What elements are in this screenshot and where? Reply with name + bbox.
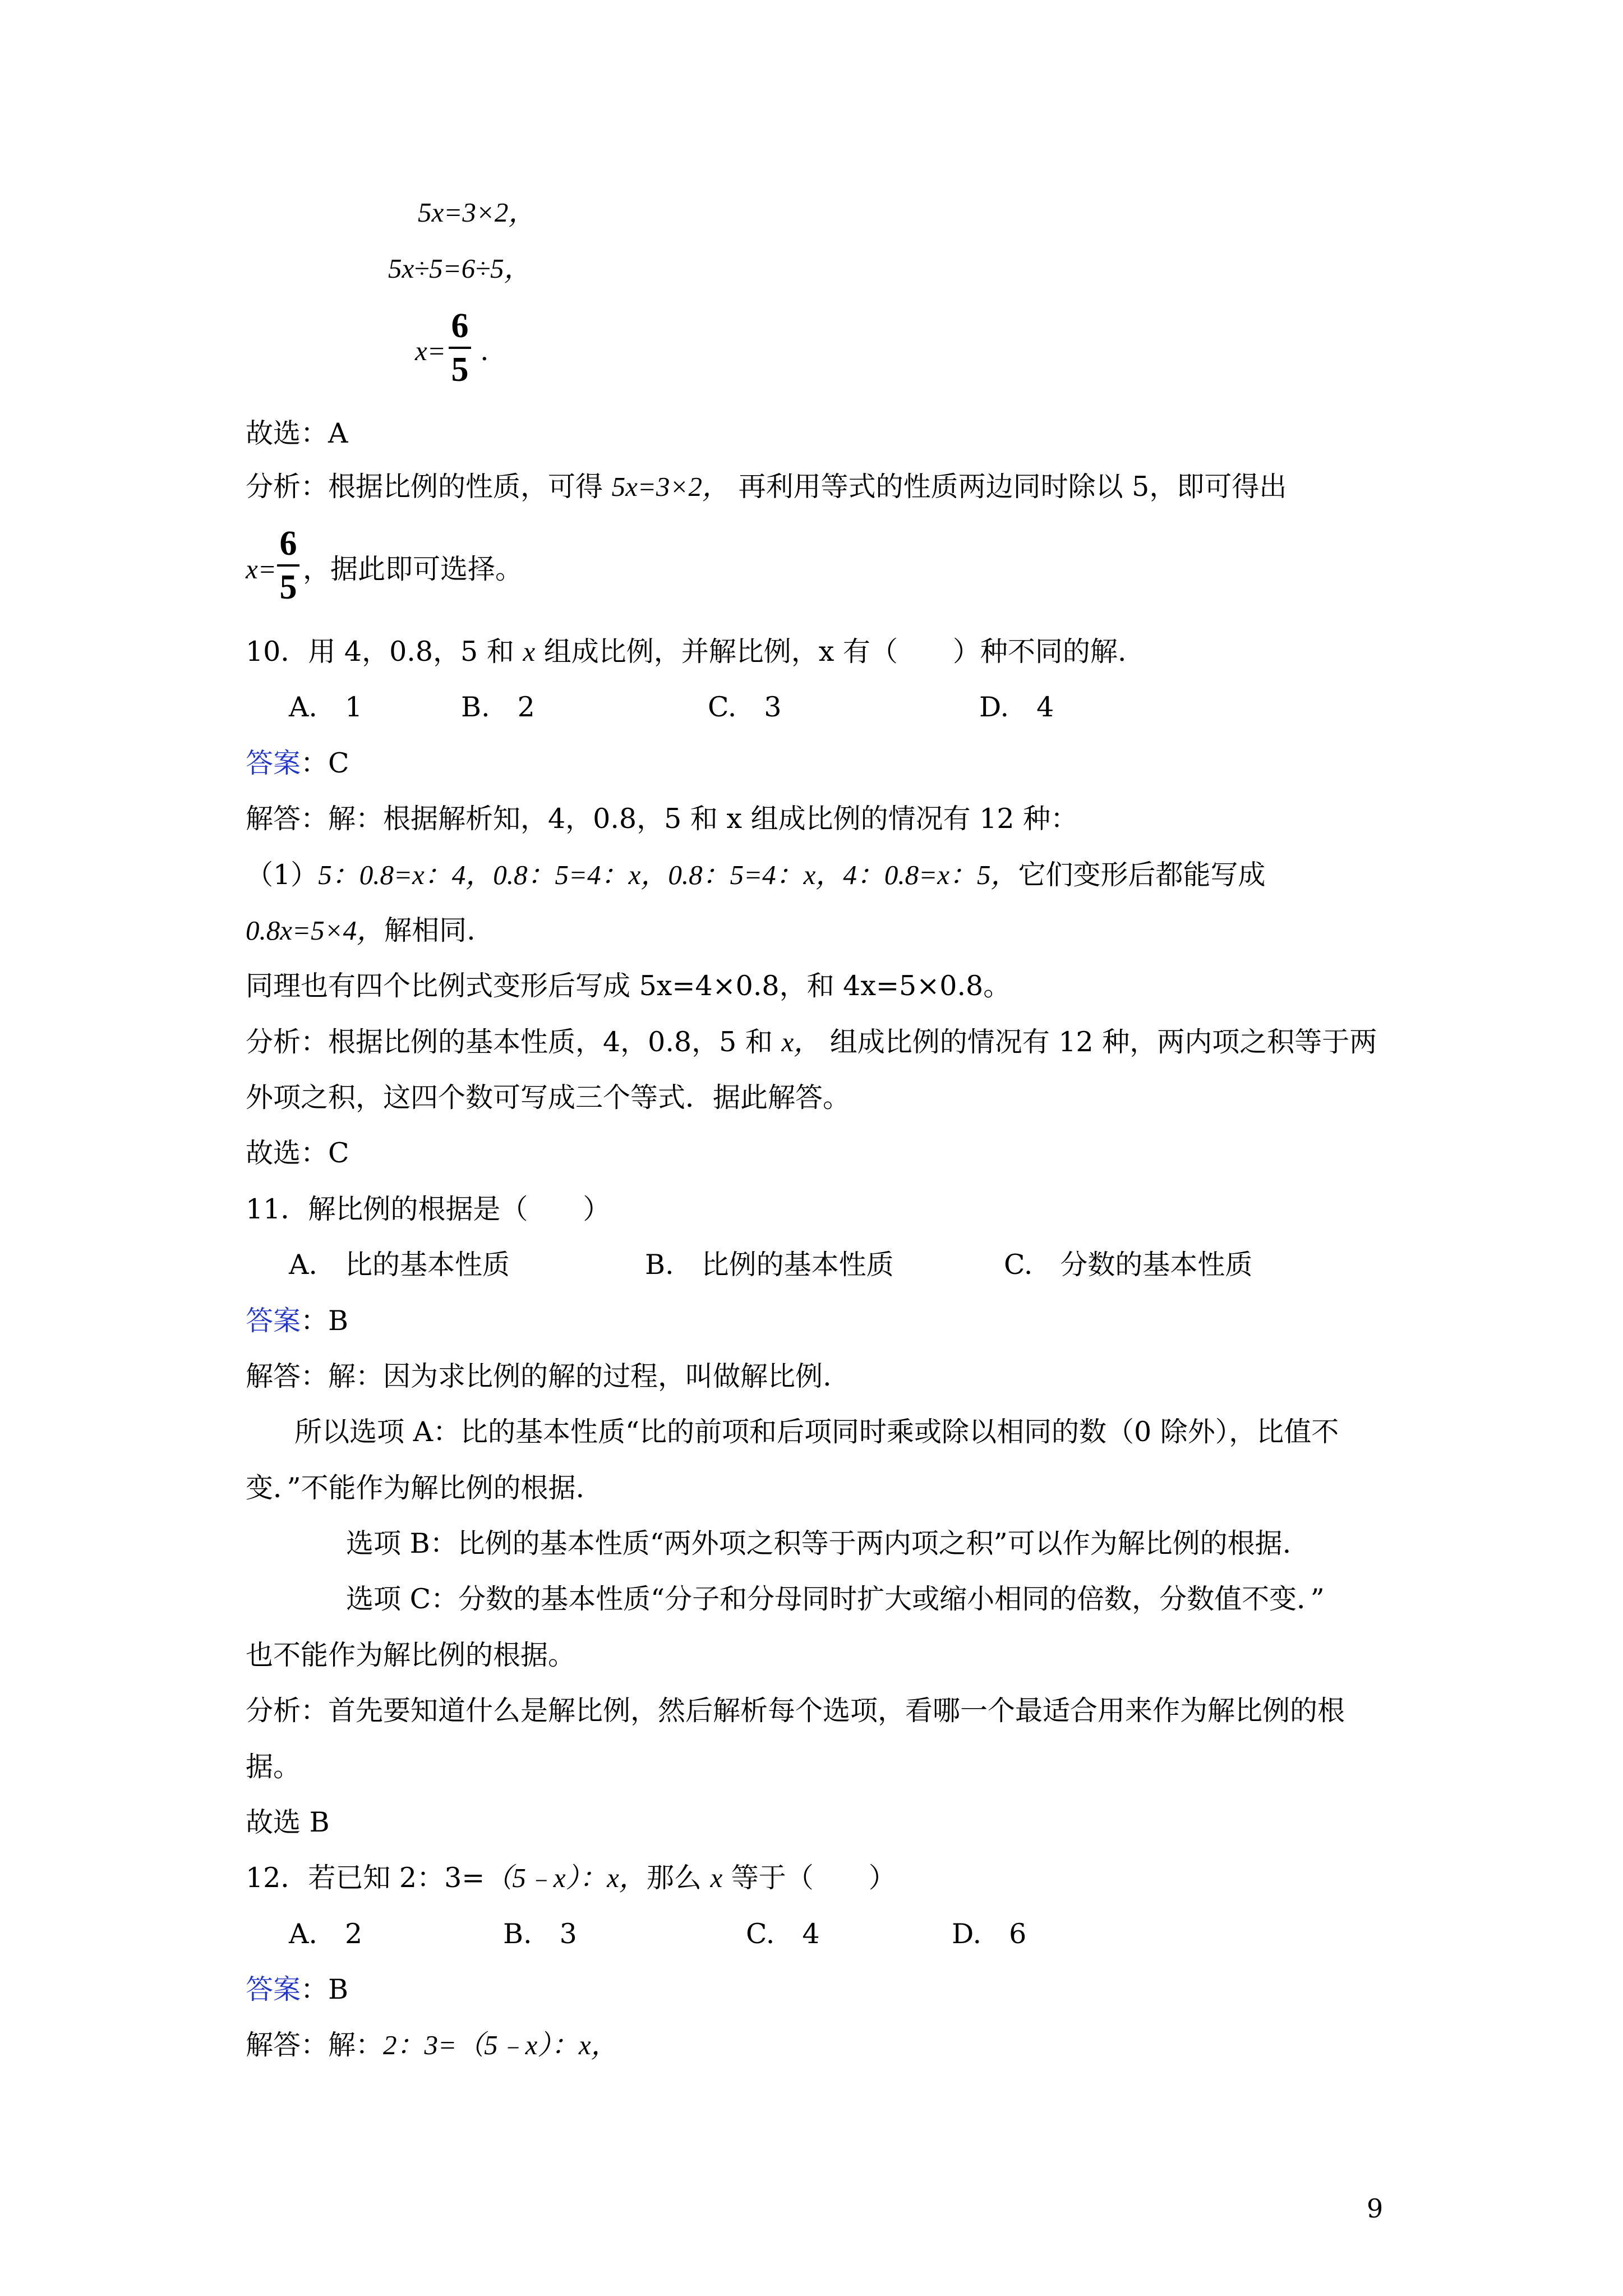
q9-eq2: 5x÷5=6÷5， [388, 253, 532, 284]
q12-option-a: A. 2 [289, 1918, 363, 1950]
q9-choice: 故选：A [246, 417, 348, 449]
q12-question [246, 1861, 896, 1895]
q10-case1-rest: 它们变形后都能写成 [1018, 859, 1266, 891]
q10-choice: 故选：C [246, 1137, 349, 1169]
q11-option-c-explanation-line2: 也不能作为解比例的根据。 [246, 1639, 576, 1671]
q11-analysis-line2: 据。 [246, 1751, 301, 1783]
q11-option-a: A. 比的基本性质 [289, 1249, 510, 1281]
q10-analysis-x: x， [781, 1027, 822, 1057]
q9-eq3-period: . [480, 335, 489, 367]
q10-analysis-line2: 外项之积，这四个数可写成三个等式．据此解答。 [246, 1082, 851, 1114]
q9-analysis2-x: x= [246, 554, 276, 585]
q10-case1-prefix: （1） [246, 859, 319, 891]
q10-option-a: A. 1 [289, 691, 363, 723]
q9-analysis2-fraction-bar [277, 564, 299, 567]
q10-answer-label: 答案 [246, 747, 301, 779]
q12-answer-label: 答案 [246, 1973, 301, 2005]
q9-eq3-numerator: 6 [451, 307, 469, 345]
q10-case1b-rest: 解相同. [384, 914, 476, 946]
q11-option-b-explanation: 选项 B：比例的基本性质“两外项之积等于两内项之积”可以作为解比例的根据. [346, 1527, 1292, 1559]
q12-question-eq: （5﹣x）：x， [485, 1862, 647, 1893]
q10-answer [246, 747, 349, 780]
q10-question-b: 组成比例，并解比例，x 有（ ）种不同的解. [543, 636, 1127, 668]
q12-solution-eq: 2：3=（5﹣x）：x， [383, 2030, 619, 2060]
q11-solution: 解答：解：因为求比例的解的过程，叫做解比例. [246, 1360, 832, 1392]
q10-case1-line2 [246, 914, 476, 947]
q12-question-b: 那么 [646, 1862, 702, 1894]
q9-analysis2-numerator: 6 [279, 524, 297, 563]
q11-option-c: C. 分数的基本性质 [1004, 1249, 1253, 1281]
q9-analysis [246, 470, 1287, 504]
q10-question [246, 635, 1126, 669]
q10-option-b: B. 2 [461, 691, 535, 723]
q10-similar: 同理也有四个比例式变形后写成 5x=4×0.8，和 4x=5×0.8。 [246, 970, 1011, 1002]
q10-question-x: x [523, 636, 536, 667]
q9-eq3-x: x= [415, 335, 446, 366]
q12-solution-prefix: 解答：解： [246, 2029, 384, 2061]
q11-answer-value: ：B [301, 1305, 349, 1337]
q12-question-a: 12．若已知 2：3= [246, 1862, 485, 1894]
q12-solution [246, 2028, 619, 2062]
q11-analysis: 分析：首先要知道什么是解比例，然后解析每个选项，看哪一个最适合用来作为解比例的根 [246, 1695, 1345, 1727]
q12-answer [246, 1973, 348, 2007]
q10-analysis [246, 1025, 1377, 1059]
q11-answer [246, 1304, 348, 1338]
q12-question-x: x [710, 1862, 723, 1893]
q10-analysis-a: 分析：根据比例的基本性质，4，0.8，5 和 [246, 1026, 773, 1058]
q10-answer-value: ：C [301, 747, 349, 779]
q11-option-c-explanation: 选项 C：分数的基本性质“分子和分母同时扩大或缩小相同的倍数，分数值不变．” [346, 1583, 1325, 1615]
q10-case1b-eq: 0.8x=5×4， [246, 915, 385, 946]
q9-analysis2-rest: ，据此即可选择。 [303, 553, 523, 585]
q11-choice: 故选 B [246, 1806, 330, 1838]
page-number: 9 [1367, 2193, 1384, 2224]
q9-eq1: 5x=3×2， [418, 197, 536, 228]
q10-case1-eqs: 5：0.8=x：4，0.8：5=4：x，0.8：5=4：x，4：0.8=x：5， [318, 859, 1018, 890]
q9-analysis-eq: 5x=3×2， [611, 471, 730, 502]
q11-answer-label: 答案 [246, 1305, 301, 1337]
q10-solution: 解答：解：根据解析知，4，0.8，5 和 x 组成比例的情况有 12 种： [246, 803, 1078, 835]
q9-eq3-denominator: 5 [451, 351, 469, 389]
q12-answer-value: ：B [301, 1973, 349, 2005]
q11-option-b: B. 比例的基本性质 [645, 1249, 894, 1281]
q9-eq3-fraction-bar [449, 347, 471, 349]
q9-analysis-rest: 再利用等式的性质两边同时除以 5，即可得出 [738, 471, 1287, 503]
q11-option-a-explanation: 所以选项 A：比的基本性质“比的前项和后项同时乘或除以相同的数（0 除外），比值不 [294, 1416, 1339, 1448]
q12-question-c: 等于（ ） [731, 1862, 896, 1894]
q11-option-a-explanation-line2: 变．”不能作为解比例的根据. [246, 1472, 585, 1504]
q12-option-d: D. 6 [952, 1918, 1027, 1950]
q10-option-c: C. 3 [708, 691, 782, 723]
q9-analysis2-denominator: 5 [279, 568, 297, 606]
q10-option-d: D. 4 [979, 691, 1054, 723]
q12-option-b: B. 3 [503, 1918, 577, 1950]
q10-analysis-b: 组成比例的情况有 12 种，两内项之积等于两 [829, 1026, 1377, 1058]
q11-question: 11．解比例的根据是（ ） [246, 1193, 611, 1225]
q9-analysis-prefix: 分析：根据比例的性质，可得 [246, 471, 603, 503]
q12-option-c: C. 4 [746, 1918, 820, 1950]
q10-question-a: 10．用 4，0.8，5 和 [246, 636, 514, 668]
q10-case1 [246, 858, 1265, 892]
